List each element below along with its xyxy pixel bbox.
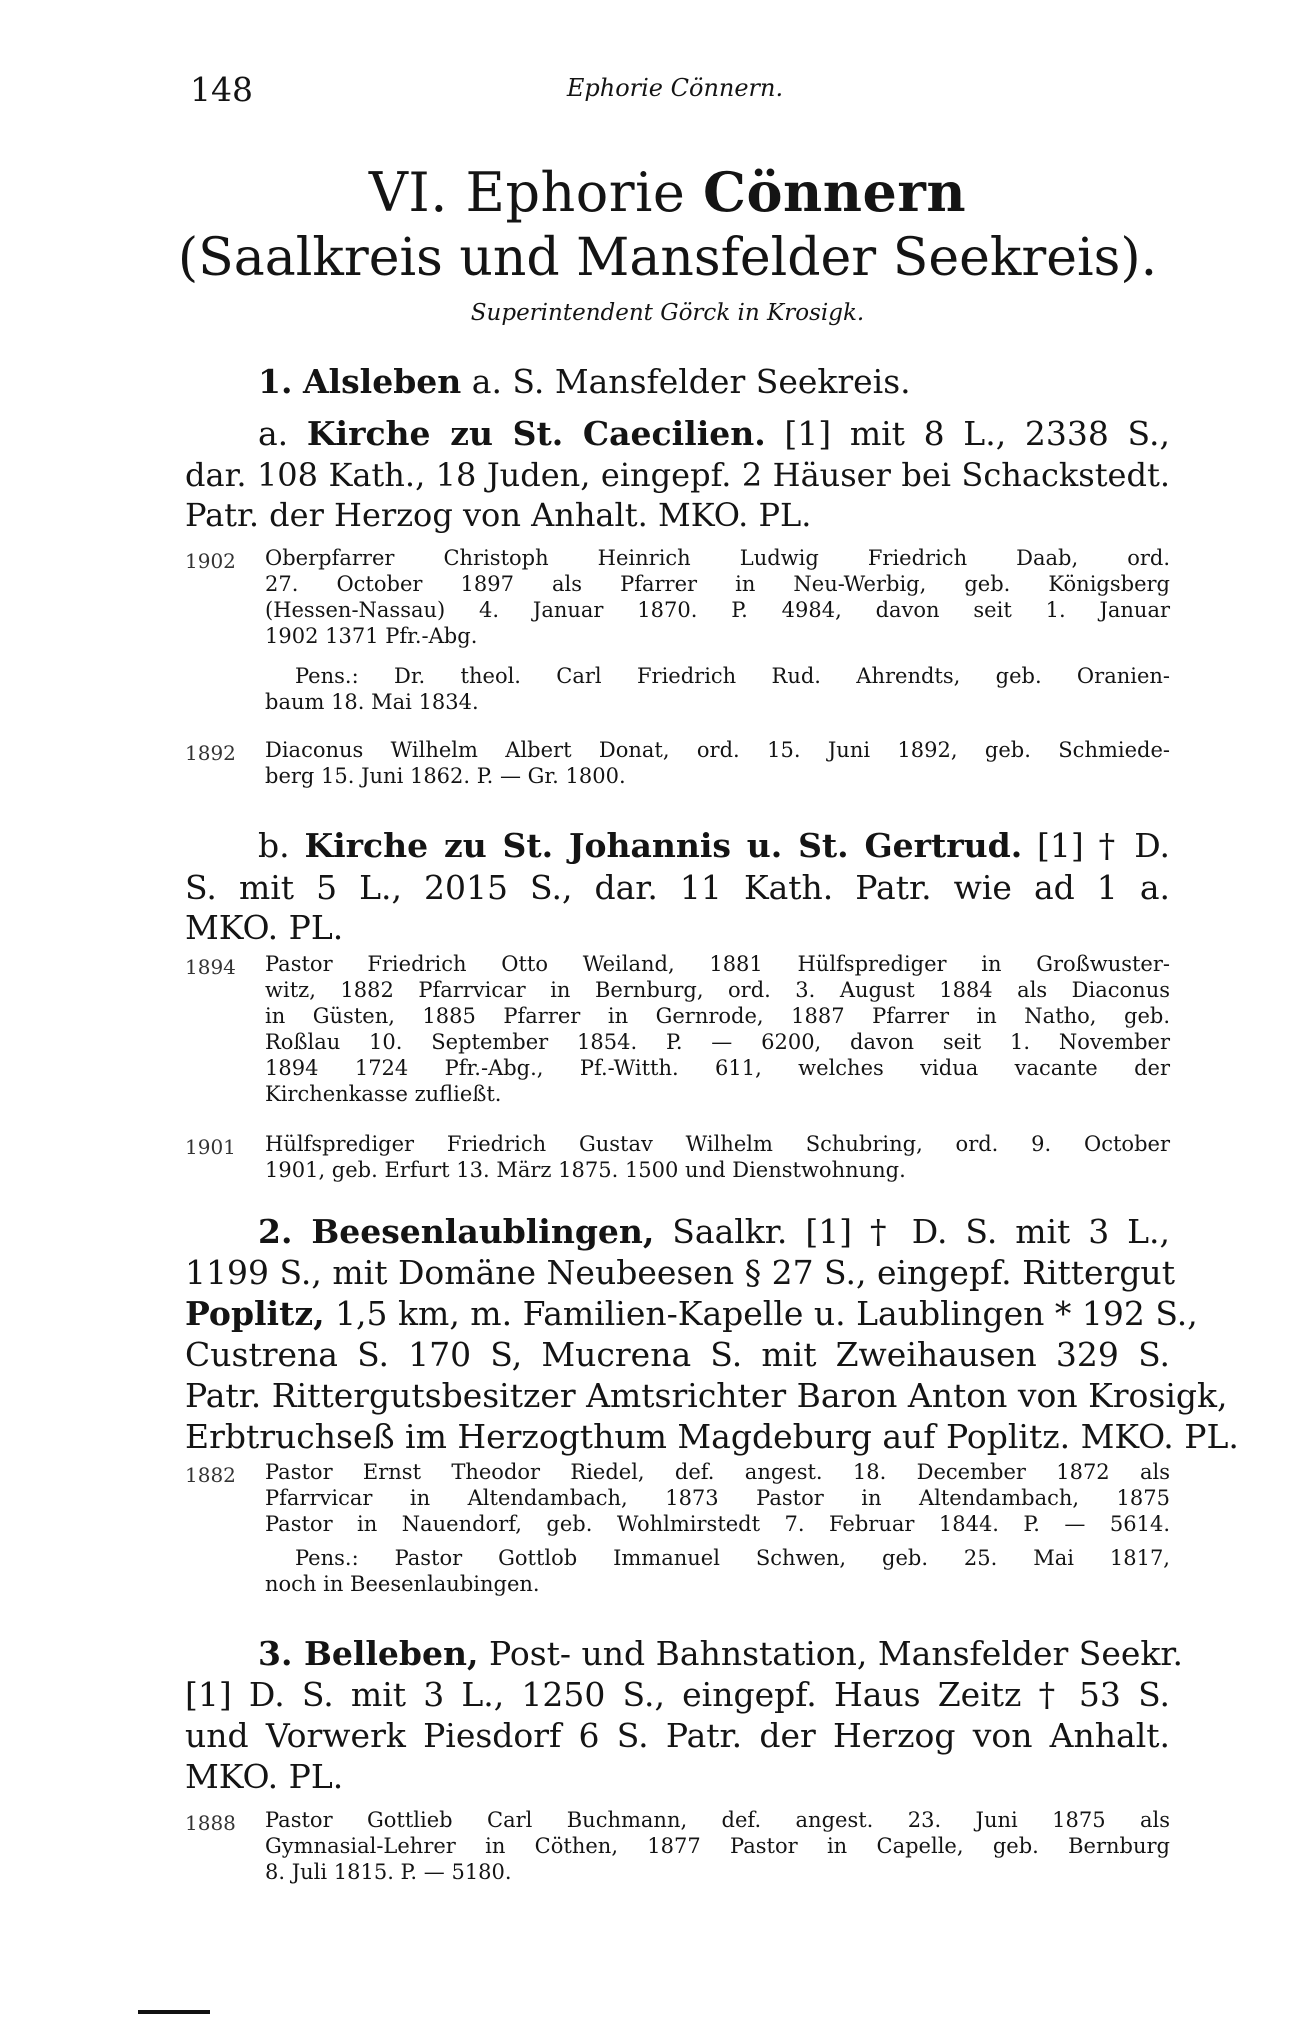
entry-text: in Güsten, 1885 Pfarrer in Gernrode, 1887 Pfarrer in Natho, geb. bbox=[265, 1004, 1170, 1028]
entry-text: 1902 1371 Pfr.-Abg. bbox=[265, 624, 478, 648]
entry-text: Oberpfarrer Christoph Heinrich Ludwig Friedrich Daab, ord. bbox=[265, 546, 1170, 570]
church-name: Kirche zu St. Johannis u. St. Gertrud. bbox=[304, 826, 1023, 865]
section-text: Erbtruchseß im Herzogthum Magdeburg auf Poplitz. MKO. PL. bbox=[185, 1417, 1239, 1456]
entry-text: Pastor Gottlieb Carl Buchmann, def. angest. 23. Juni 1875 als bbox=[265, 1808, 1170, 1832]
running-title: Ephorie Cönnern. bbox=[566, 74, 784, 102]
entry-text: 1894 1724 Pfr.-Abg., Pf.-Witth. 611, welches vidua vacante der bbox=[265, 1056, 1170, 1080]
section-text: Custrena S. 170 S, Mucrena S. mit Zweihausen 329 S. bbox=[185, 1335, 1170, 1374]
church-label: b. bbox=[258, 826, 290, 865]
church-a-line-2: dar. 108 Kath., 18 Juden, eingepf. 2 Häuser bei Schackstedt. bbox=[185, 456, 1170, 494]
section-place: 2. Beesenlaublingen, bbox=[258, 1212, 655, 1251]
entry-text: (Hessen-Nassau) 4. Januar 1870. P. 4984, davon seit 1. Januar bbox=[265, 598, 1170, 622]
section-heading-belleben bbox=[258, 1634, 1184, 1673]
page-number: 148 bbox=[190, 70, 253, 109]
chapter-subtitle: (Saalkreis und Mansfelder Seekreis). bbox=[177, 228, 1158, 288]
entry-text: Pfarrvicar in Altendambach, 1873 Pastor in Altendambach, 1875 bbox=[265, 1486, 1170, 1510]
entry-year: 1902 bbox=[185, 549, 236, 573]
chapter-title-prefix: VI. Ephorie bbox=[368, 161, 686, 224]
section-text: MKO. PL. bbox=[185, 1757, 344, 1796]
bottom-rule bbox=[138, 2010, 210, 2014]
place-name: Poplitz, bbox=[185, 1294, 325, 1333]
entry-text: 27. October 1897 als Pfarrer in Neu-Werbig, geb. Königsberg bbox=[265, 572, 1170, 596]
pension-text: Pens.: Pastor Gottlob Immanuel Schwen, geb. 25. Mai 1817, bbox=[295, 1546, 1170, 1570]
entry-text: witz, 1882 Pfarrvicar in Bernburg, ord. 3. August 1884 als Diaconus bbox=[265, 978, 1170, 1002]
entry-year: 1888 bbox=[185, 1811, 236, 1835]
entry-text: 1901, geb. Erfurt 13. März 1875. 1500 und Dienstwohnung. bbox=[265, 1158, 906, 1182]
church-a-line-1 bbox=[258, 414, 1170, 453]
church-details: [1] mit 8 L., 2338 S., bbox=[784, 414, 1170, 453]
entry-text: Roßlau 10. September 1854. P. — 6200, davon seit 1. November bbox=[265, 1030, 1170, 1054]
entry-text: Pastor in Nauendorf, geb. Wohlmirstedt 7. Februar 1844. P. — 5614. bbox=[265, 1512, 1170, 1536]
church-b-line-2: S. mit 5 L., 2015 S., dar. 11 Kath. Patr. wie ad 1 a. bbox=[185, 868, 1170, 907]
entry-year: 1894 bbox=[185, 955, 236, 979]
entry-text: Pastor Friedrich Otto Weiland, 1881 Hülfsprediger in Großwuster- bbox=[265, 952, 1170, 976]
section-heading-rest: a. S. Mansfelder Seekreis. bbox=[471, 362, 911, 401]
church-name: Kirche zu St. Caecilien. bbox=[306, 414, 766, 453]
chapter-title bbox=[0, 160, 1295, 224]
entry-text: Hülfsprediger Friedrich Gustav Wilhelm Schubring, ord. 9. October bbox=[265, 1132, 1170, 1156]
entry-year: 1892 bbox=[185, 741, 236, 765]
section-heading-rest: Post- und Bahnstation, Mansfelder Seekr. bbox=[488, 1634, 1184, 1673]
church-a-line-3: Patr. der Herzog von Anhalt. MKO. PL. bbox=[185, 496, 812, 534]
church-b-line-1 bbox=[258, 826, 1170, 865]
section-number: 1. bbox=[258, 362, 293, 401]
church-label: a. bbox=[258, 414, 289, 453]
section-heading-rest: Saalkr. [1] † D. S. mit 3 L., bbox=[672, 1212, 1170, 1251]
entry-text: Kirchenkasse zufließt. bbox=[265, 1082, 502, 1106]
entry-year: 1901 bbox=[185, 1135, 236, 1159]
superintendent-line: Superintendent Görck in Krosigk. bbox=[470, 300, 865, 326]
section-text: Patr. Rittergutsbesitzer Amtsrichter Baron Anton von Krosigk, bbox=[185, 1376, 1228, 1415]
section-text: [1] D. S. mit 3 L., 1250 S., eingepf. Haus Zeitz † 53 S. bbox=[185, 1675, 1170, 1714]
pension-text: baum 18. Mai 1834. bbox=[265, 690, 479, 714]
church-b-line-3: MKO. PL. bbox=[185, 908, 344, 947]
section-text-rest: 1,5 km, m. Familien-Kapelle u. Laublingen * 192 S., bbox=[335, 1294, 1198, 1333]
entry-text: berg 15. Juni 1862. P. — Gr. 1800. bbox=[265, 764, 626, 788]
section-text: und Vorwerk Piesdorf 6 S. Patr. der Herzog von Anhalt. bbox=[185, 1716, 1170, 1755]
section-text bbox=[185, 1294, 1198, 1333]
church-details: [1] † D. bbox=[1037, 826, 1171, 865]
pension-text: noch in Beesenlaubingen. bbox=[265, 1572, 540, 1596]
entry-text: Diaconus Wilhelm Albert Donat, ord. 15. Juni 1892, geb. Schmiede- bbox=[265, 738, 1170, 762]
section-place: Alsleben bbox=[302, 362, 462, 401]
pension-text: Pens.: Dr. theol. Carl Friedrich Rud. Ahrendts, geb. Oranien- bbox=[295, 664, 1170, 688]
section-heading-beesenlaublingen bbox=[258, 1212, 1170, 1251]
entry-text: Pastor Ernst Theodor Riedel, def. angest. 18. December 1872 als bbox=[265, 1460, 1170, 1484]
chapter-title-name: Cönnern bbox=[703, 160, 967, 224]
entry-year: 1882 bbox=[185, 1463, 236, 1487]
section-place: 3. Belleben, bbox=[258, 1634, 479, 1673]
section-text: 1199 S., mit Domäne Neubeesen § 27 S., eingepf. Rittergut bbox=[185, 1253, 1175, 1292]
running-head bbox=[0, 70, 1295, 110]
section-heading-alsleben bbox=[258, 362, 911, 401]
entry-text: Gymnasial-Lehrer in Cöthen, 1877 Pastor in Capelle, geb. Bernburg bbox=[265, 1834, 1170, 1858]
entry-text: 8. Juli 1815. P. — 5180. bbox=[265, 1860, 512, 1884]
